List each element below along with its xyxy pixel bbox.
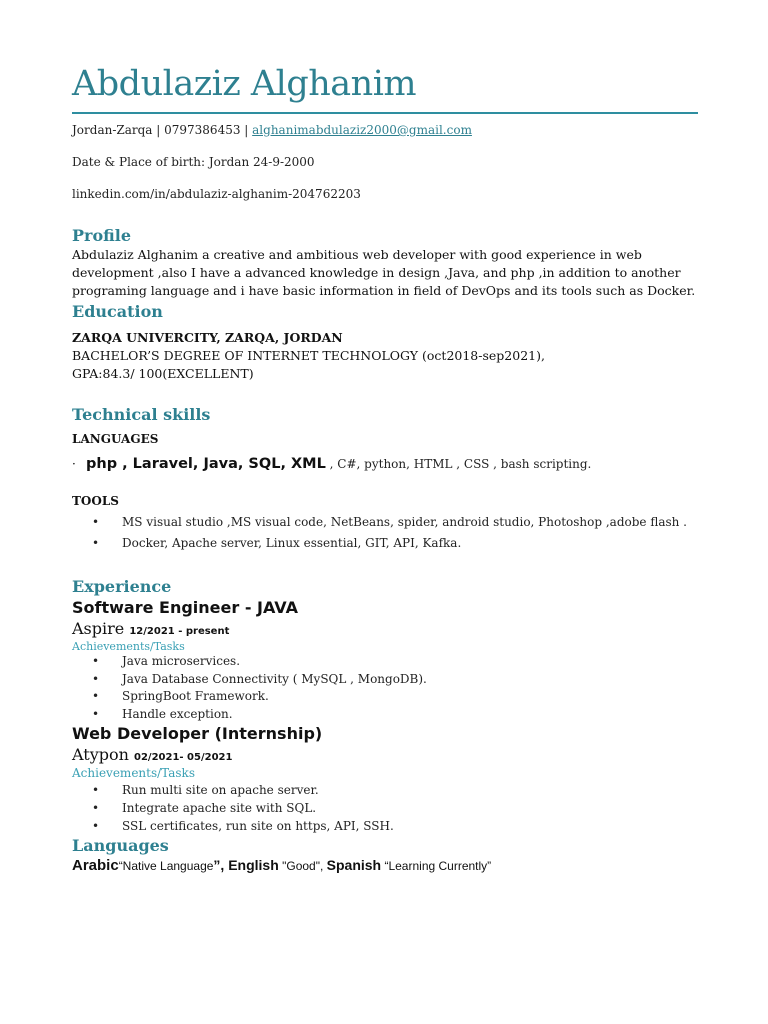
bullet-icon: • bbox=[92, 536, 100, 550]
bullet-icon: • bbox=[92, 801, 100, 815]
bullet-icon: • bbox=[92, 783, 100, 797]
experience-heading: Experience bbox=[72, 577, 172, 596]
profile-heading: Profile bbox=[72, 226, 132, 245]
contact-line bbox=[72, 123, 472, 137]
language-arabic-level: “Native Language bbox=[118, 859, 214, 873]
skills-tools-label: TOOLS bbox=[72, 494, 119, 508]
bullet-icon: • bbox=[92, 689, 100, 703]
job-dates: 12/2021 - present bbox=[129, 626, 230, 637]
contact-text: Jordan-Zarqa | 0797386453 | bbox=[72, 123, 253, 137]
bullet-icon: • bbox=[92, 654, 100, 668]
task-text: Handle exception. bbox=[122, 707, 233, 721]
school-name: ZARQA UNIVERCITY, ZARQA, JORDAN bbox=[72, 330, 343, 345]
language-spanish-level: “Learning Currently” bbox=[381, 859, 492, 873]
job-title: Software Engineer - JAVA bbox=[72, 598, 298, 617]
list-item bbox=[92, 515, 687, 529]
resume-name: Abdulaziz Alghanim bbox=[72, 64, 417, 104]
header-divider bbox=[72, 112, 698, 114]
task-text: Integrate apache site with SQL. bbox=[122, 801, 317, 815]
profile-line: Abdulaziz Alghanim a creative and ambitious web developer with good experience in web bbox=[72, 247, 642, 262]
list-item bbox=[92, 654, 240, 668]
linkedin-url: linkedin.com/in/abdulaziz-alghanim-204762203 bbox=[72, 187, 361, 201]
skills-languages-line bbox=[72, 453, 591, 472]
language-english: ”, English bbox=[213, 857, 279, 873]
task-text: SSL certificates, run site on https, API, SSH. bbox=[122, 819, 394, 833]
language-english-level: "Good", bbox=[278, 859, 327, 873]
languages-line bbox=[72, 857, 491, 874]
profile-line: programing language and i have basic information in field of DevOps and its tools such as Docker. bbox=[72, 283, 696, 298]
job-dates: 02/2021- 05/2021 bbox=[134, 752, 233, 763]
task-text: Run multi site on apache server. bbox=[122, 783, 319, 797]
bullet-icon: • bbox=[92, 819, 100, 833]
language-arabic: Arabic bbox=[72, 857, 119, 874]
company-name: Aspire bbox=[72, 619, 125, 638]
bullet-icon: • bbox=[92, 515, 100, 529]
degree-line: BACHELOR’S DEGREE OF INTERNET TECHNOLOGY (oct2018-sep2021), bbox=[72, 348, 545, 363]
skills-other-languages: , C#, python, HTML , CSS , bash scripting. bbox=[325, 457, 592, 471]
task-text: Java microservices. bbox=[122, 654, 241, 668]
list-item bbox=[92, 801, 316, 815]
job-title: Web Developer (Internship) bbox=[72, 724, 323, 743]
languages-heading: Languages bbox=[72, 836, 169, 855]
skills-heading: Technical skills bbox=[72, 405, 211, 424]
education-heading: Education bbox=[72, 302, 163, 321]
tool-text: MS visual studio ,MS visual code, NetBeans, spider, android studio, Photoshop ,adobe flash . bbox=[122, 515, 687, 529]
email-link[interactable]: alghanimabdulaziz2000@gmail.com bbox=[252, 123, 472, 137]
list-item bbox=[92, 689, 269, 703]
skills-bullet: · bbox=[72, 457, 76, 471]
list-item bbox=[92, 707, 233, 721]
tool-text: Docker, Apache server, Linux essential, GIT, API, Kafka. bbox=[122, 536, 462, 550]
company-name: Atypon bbox=[72, 745, 129, 764]
task-text: SpringBoot Framework. bbox=[122, 689, 269, 703]
job-company-line bbox=[72, 745, 232, 764]
skills-languages-label: LANGUAGES bbox=[72, 432, 159, 446]
list-item bbox=[92, 536, 461, 550]
list-item bbox=[92, 672, 427, 686]
profile-line: development ,also I have a advanced knowledge in design ,Java, and php ,in addition to another bbox=[72, 265, 681, 280]
achievements-label: Achievements/Tasks bbox=[72, 640, 185, 653]
bullet-icon: • bbox=[92, 672, 100, 686]
list-item bbox=[92, 819, 394, 833]
gpa-line: GPA:84.3/ 100(EXCELLENT) bbox=[72, 366, 254, 381]
birth-info: Date & Place of birth: Jordan 24-9-2000 bbox=[72, 155, 315, 169]
job-company-line bbox=[72, 619, 229, 638]
bullet-icon: • bbox=[92, 707, 100, 721]
achievements-label: Achievements/Tasks bbox=[72, 766, 195, 780]
skills-main-languages: php , Laravel, Java, SQL, XML bbox=[86, 456, 326, 472]
list-item bbox=[92, 783, 319, 797]
language-spanish: Spanish bbox=[326, 857, 382, 873]
task-text: Java Database Connectivity ( MySQL , MongoDB). bbox=[122, 672, 427, 686]
